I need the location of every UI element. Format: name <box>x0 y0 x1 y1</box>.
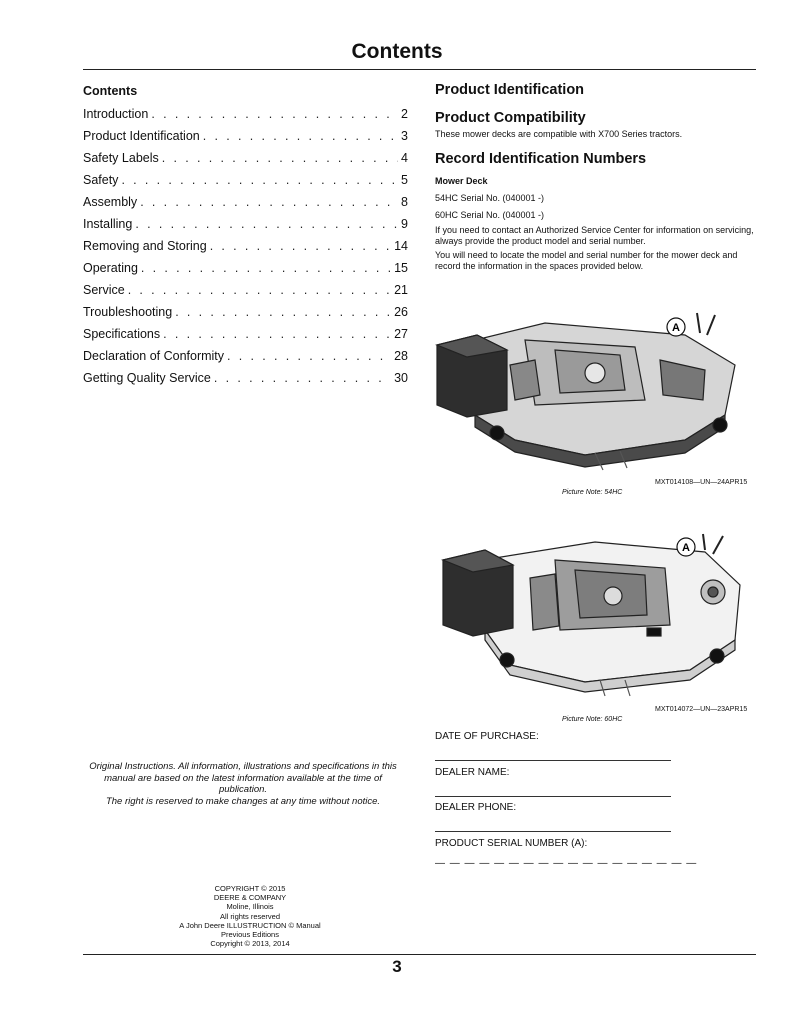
toc-entry-label: Introduction <box>83 107 149 121</box>
callout-label: A <box>672 322 680 334</box>
toc-entry-page: 3 <box>401 129 408 143</box>
copyright-line: Previous Editions <box>221 930 279 940</box>
product-identification-heading: Product Identification <box>435 82 585 98</box>
toc-entry-page: 27 <box>394 327 408 341</box>
copyright-line: Moline, Illinois <box>226 902 274 912</box>
toc-entry[interactable] <box>83 151 408 173</box>
callout-a-icon <box>677 538 695 556</box>
toc-leader-dots <box>162 151 398 165</box>
toc-entry-page: 9 <box>401 217 408 231</box>
toc-leader-dots <box>203 129 398 143</box>
toc-entry-label: Getting Quality Service <box>83 371 211 385</box>
toc-entry[interactable] <box>83 217 408 239</box>
toc-list <box>83 107 408 393</box>
toc-entry-page: 28 <box>394 349 408 363</box>
copyright-line: A John Deere ILLUSTRUCTION © Manual <box>179 920 321 930</box>
toc-entry-label: Specifications <box>83 327 161 341</box>
toc-entry-label: Removing and Storing <box>83 239 207 253</box>
toc-entry-label: Installing <box>83 217 133 231</box>
copyright-line: COPYRIGHT © 2015 <box>214 884 286 893</box>
toc-leader-dots <box>121 173 398 187</box>
copyright-line: All rights reserved <box>219 911 281 921</box>
toc-entry[interactable] <box>83 239 408 261</box>
locate-serial-paragraph: You will need to locate the model and serial number for the mower deck and record the information in the spaces provided below. <box>435 250 738 271</box>
toc-leader-dots <box>128 283 391 297</box>
toc-entry-label: Safety <box>83 173 119 187</box>
toc-entry-page: 26 <box>394 305 408 319</box>
product-compatibility-heading: Product Compatibility <box>435 110 586 126</box>
toc-entry-label: Assembly <box>83 195 138 209</box>
serial-60hc: 60HC Serial No. (040001 -) <box>435 210 545 220</box>
dealer-phone-line <box>435 831 671 832</box>
footer-rule <box>83 954 756 955</box>
date-of-purchase-line <box>435 760 671 761</box>
copyright-block <box>150 884 350 948</box>
product-identification-section <box>435 82 765 272</box>
table-of-contents <box>83 84 408 393</box>
record-identification-heading: Record Identification Numbers <box>435 151 647 167</box>
page-title: Contents <box>351 40 443 63</box>
toc-entry[interactable] <box>83 327 408 349</box>
compatibility-text: These mower decks are compatible with X700 Series tractors. <box>435 129 683 139</box>
mower-deck-label: Mower Deck <box>435 176 488 186</box>
toc-entry[interactable] <box>83 349 408 371</box>
toc-entry[interactable] <box>83 129 408 151</box>
dealer-phone-label: DEALER PHONE: <box>435 802 517 813</box>
callout-a-icon <box>667 318 685 336</box>
toc-leader-dots <box>227 349 391 363</box>
toc-leader-dots <box>214 371 391 385</box>
toc-leader-dots <box>141 261 391 275</box>
toc-leader-dots <box>140 195 398 209</box>
picture-note: Picture Note: 60HC <box>562 716 623 723</box>
toc-leader-dots <box>135 217 398 231</box>
toc-entry-label: Service <box>83 283 125 297</box>
toc-leader-dots <box>175 305 391 319</box>
toc-entry[interactable] <box>83 107 408 129</box>
serial-54hc: 54HC Serial No. (040001 -) <box>435 193 545 203</box>
toc-entry[interactable] <box>83 261 408 283</box>
toc-entry-label: Product Identification <box>83 129 200 143</box>
toc-heading: Contents <box>83 84 138 98</box>
original-instructions-text: Original Instructions. All information, illustrations and specifications in this manual are based on the latest information available at the time of publication. <box>89 761 397 795</box>
header-rule <box>83 69 756 70</box>
toc-entry[interactable] <box>83 195 408 217</box>
toc-entry[interactable] <box>83 173 408 195</box>
toc-entry-page: 21 <box>394 283 408 297</box>
toc-entry-page: 30 <box>394 371 408 385</box>
toc-entry[interactable] <box>83 305 408 327</box>
serial-number-label: PRODUCT SERIAL NUMBER (A): <box>435 838 588 849</box>
toc-entry-page: 14 <box>394 239 408 253</box>
serial-number-blanks: — — — — — — — — — — — — — — — — — — <box>435 858 698 869</box>
toc-entry-label: Declaration of Conformity <box>83 349 225 363</box>
toc-entry-label: Troubleshooting <box>83 305 173 319</box>
toc-entry[interactable] <box>83 371 408 393</box>
service-center-paragraph: If you need to contact an Authorized Service Center for information on servicing, always provide the product model and serial number. <box>435 225 754 246</box>
toc-leader-dots <box>163 327 391 341</box>
original-instructions-note <box>83 761 403 807</box>
toc-leader-dots <box>151 107 398 121</box>
date-of-purchase-label: DATE OF PURCHASE: <box>435 731 539 742</box>
mower-deck-54hc-illustration <box>435 305 757 475</box>
picture-note: Picture Note: 54HC <box>562 489 623 496</box>
toc-entry-label: Safety Labels <box>83 151 159 165</box>
page-number: 3 <box>392 957 402 976</box>
toc-entry-page: 2 <box>401 107 408 121</box>
copyright-line: DEERE & COMPANY <box>213 893 287 903</box>
toc-entry-page: 15 <box>394 261 408 275</box>
copyright-line: Copyright © 2013, 2014 <box>210 939 290 949</box>
dealer-name-label: DEALER NAME: <box>435 767 510 778</box>
rights-reserved-text: The right is reserved to make changes at any time without notice. <box>105 795 381 807</box>
toc-entry-page: 8 <box>401 195 408 209</box>
mower-deck-60hc-illustration <box>435 530 757 698</box>
figure-code: MXT014072—UN—23APR15 <box>655 706 748 713</box>
dealer-name-line <box>435 796 671 797</box>
toc-leader-dots <box>210 239 391 253</box>
figure-code: MXT014108—UN—24APR15 <box>655 479 748 486</box>
toc-entry-page: 4 <box>401 151 408 165</box>
callout-label: A <box>682 542 690 554</box>
toc-entry-page: 5 <box>401 173 408 187</box>
toc-entry[interactable] <box>83 283 408 305</box>
toc-entry-label: Operating <box>83 261 138 275</box>
